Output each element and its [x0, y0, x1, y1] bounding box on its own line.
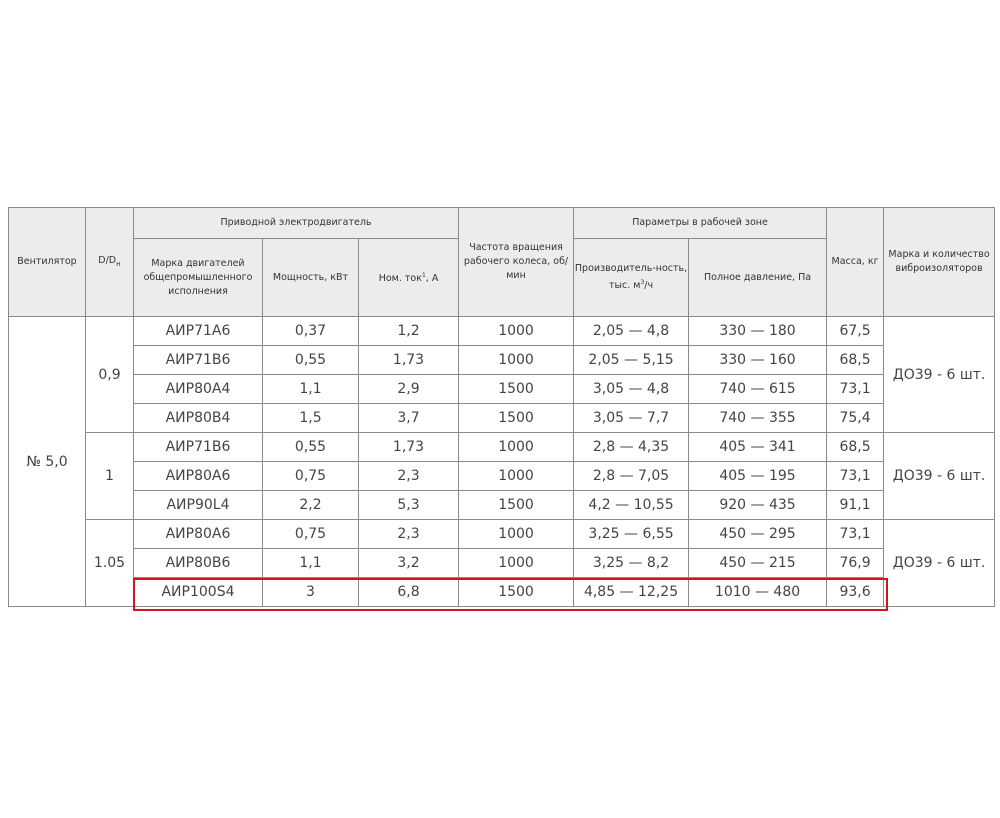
pressure-cell: 740 — 615 [689, 375, 827, 404]
rpm-cell: 1000 [459, 549, 574, 578]
power-cell: 0,37 [263, 317, 359, 346]
current-cell: 3,7 [359, 404, 459, 433]
motor-brand-cell: АИР100S4 [134, 578, 263, 607]
isolators-cell: ДО39 - 6 шт. [884, 520, 995, 607]
capacity-cell: 4,85 — 12,25 [574, 578, 689, 607]
current-cell: 3,2 [359, 549, 459, 578]
mass-cell: 68,5 [827, 346, 884, 375]
power-cell: 3 [263, 578, 359, 607]
motor-brand-cell: АИР90L4 [134, 491, 263, 520]
rpm-cell: 1500 [459, 404, 574, 433]
motor-brand-cell: АИР71В6 [134, 433, 263, 462]
current-cell: 2,9 [359, 375, 459, 404]
pressure-cell: 450 — 215 [689, 549, 827, 578]
table-row [9, 375, 995, 404]
current-cell: 2,3 [359, 462, 459, 491]
mass-cell: 91,1 [827, 491, 884, 520]
mass-cell: 67,5 [827, 317, 884, 346]
motor-brand-cell: АИР80А4 [134, 375, 263, 404]
power-cell: 1,5 [263, 404, 359, 433]
fan-spec-table [8, 207, 995, 607]
motor-brand-cell: АИР80А6 [134, 462, 263, 491]
table-row [9, 549, 995, 578]
capacity-cell: 4,2 — 10,55 [574, 491, 689, 520]
mass-cell: 75,4 [827, 404, 884, 433]
current-cell: 1,73 [359, 346, 459, 375]
mass-cell: 76,9 [827, 549, 884, 578]
rpm-cell: 1500 [459, 578, 574, 607]
mass-cell: 68,5 [827, 433, 884, 462]
table-row [9, 346, 995, 375]
capacity-cell: 3,05 — 4,8 [574, 375, 689, 404]
header-motor-brand: Марка двигателей общепромышленного исполнения [134, 239, 263, 317]
pressure-cell: 405 — 195 [689, 462, 827, 491]
pressure-cell: 740 — 355 [689, 404, 827, 433]
isolators-cell: ДО39 - 6 шт. [884, 317, 995, 433]
pressure-cell: 920 — 435 [689, 491, 827, 520]
capacity-cell: 2,05 — 5,15 [574, 346, 689, 375]
current-cell: 1,73 [359, 433, 459, 462]
power-cell: 2,2 [263, 491, 359, 520]
pressure-cell: 405 — 341 [689, 433, 827, 462]
motor-brand-cell: АИР80А6 [134, 520, 263, 549]
isolators-cell: ДО39 - 6 шт. [884, 433, 995, 520]
power-cell: 0,55 [263, 346, 359, 375]
power-cell: 0,75 [263, 520, 359, 549]
pressure-cell: 330 — 180 [689, 317, 827, 346]
current-cell: 6,8 [359, 578, 459, 607]
rpm-cell: 1000 [459, 462, 574, 491]
pressure-cell: 450 — 295 [689, 520, 827, 549]
header-capacity: Производитель-ность, тыс. $м^3/ч$ [574, 239, 689, 317]
table-row [9, 462, 995, 491]
table-row [9, 404, 995, 433]
rpm-cell: 1000 [459, 317, 574, 346]
header-motor-group: Приводной электродвигатель [134, 208, 459, 239]
header-pressure: Полное давление, Па [689, 239, 827, 317]
table-row [9, 491, 995, 520]
mass-cell: 93,6 [827, 578, 884, 607]
fan-cell: № 5,0 [9, 317, 86, 607]
capacity-cell: 2,05 — 4,8 [574, 317, 689, 346]
capacity-cell: 3,25 — 6,55 [574, 520, 689, 549]
capacity-cell: 2,8 — 4,35 [574, 433, 689, 462]
power-cell: 0,55 [263, 433, 359, 462]
pressure-cell: 330 — 160 [689, 346, 827, 375]
power-cell: 1,1 [263, 549, 359, 578]
current-cell: 1,2 [359, 317, 459, 346]
ratio-cell: 0,9 [86, 317, 134, 433]
ratio-cell: 1.05 [86, 520, 134, 607]
motor-brand-cell: АИР80В4 [134, 404, 263, 433]
motor-brand-cell: АИР80В6 [134, 549, 263, 578]
header-isolators: Марка и количество виброизоляторов [884, 208, 995, 317]
rpm-cell: 1000 [459, 520, 574, 549]
power-cell: 1,1 [263, 375, 359, 404]
table-row [9, 520, 995, 549]
table-row [9, 433, 995, 462]
header-params-group: Параметры в рабочей зоне [574, 208, 827, 239]
current-cell: 5,3 [359, 491, 459, 520]
power-cell: 0,75 [263, 462, 359, 491]
header-rpm: Частота вращения рабочего колеса, об/мин [459, 208, 574, 317]
mass-cell: 73,1 [827, 462, 884, 491]
current-cell: 2,3 [359, 520, 459, 549]
capacity-cell: 2,8 — 7,05 [574, 462, 689, 491]
capacity-cell: 3,05 — 7,7 [574, 404, 689, 433]
rpm-cell: 1500 [459, 375, 574, 404]
pressure-cell: 1010 — 480 [689, 578, 827, 607]
rpm-cell: 1000 [459, 346, 574, 375]
rpm-cell: 1500 [459, 491, 574, 520]
header-mass: Масса, кг [827, 208, 884, 317]
table-row [9, 578, 995, 607]
header-ratio: $D/D_н$ [86, 208, 134, 317]
header-power: Мощность, кВт [263, 239, 359, 317]
table-row [9, 317, 995, 346]
capacity-cell: 3,25 — 8,2 [574, 549, 689, 578]
ratio-cell: 1 [86, 433, 134, 520]
header-current: Ном. ток$^1$, А [359, 239, 459, 317]
mass-cell: 73,1 [827, 375, 884, 404]
mass-cell: 73,1 [827, 520, 884, 549]
header-fan: Вентилятор [9, 208, 86, 317]
rpm-cell: 1000 [459, 433, 574, 462]
motor-brand-cell: АИР71В6 [134, 346, 263, 375]
motor-brand-cell: АИР71А6 [134, 317, 263, 346]
